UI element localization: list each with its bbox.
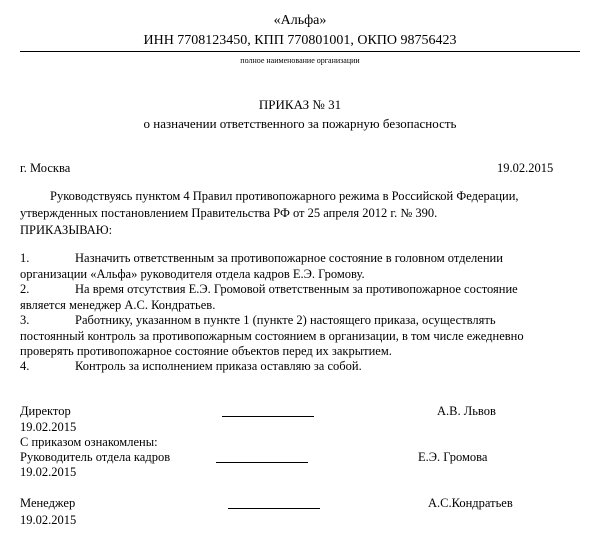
- order-subtitle: о назначении ответственного за пожарную безопасность: [143, 116, 457, 131]
- item-number: 2.: [20, 282, 30, 296]
- order-word: ПРИКАЗЫВАЮ:: [20, 223, 113, 237]
- order-date: 19.02.2015: [497, 161, 554, 175]
- header-divider: [20, 51, 580, 52]
- item-line: На время отсутствия Е.Э. Громовой ответственным за противопожарное состояние: [75, 282, 518, 296]
- hr-title: Руководитель отдела кадров: [20, 450, 171, 464]
- acquainted-heading: С приказом ознакомлены:: [20, 435, 158, 449]
- organization-name: «Альфа»: [273, 13, 327, 28]
- manager-signature-line: [228, 508, 320, 509]
- item-line: проверять противопожарное состояние объектов перед их закрытием.: [20, 344, 392, 358]
- preamble-line-1: Руководствуясь пунктом 4 Правил противопожарного режима в Российской Федерации,: [50, 189, 519, 203]
- order-city: г. Москва: [20, 161, 71, 175]
- preamble-line-2: утвержденных постановлением Правительства РФ от 25 апреля 2012 г. № 390.: [20, 206, 438, 220]
- director-name: А.В. Львов: [437, 404, 496, 418]
- item-line: Назначить ответственным за противопожарное состояние в головном отделении: [75, 251, 503, 265]
- manager-name: А.С.Кондратьев: [428, 496, 513, 510]
- director-date: 19.02.2015: [20, 420, 77, 434]
- item-line: Контроль за исполнением приказа оставляю за собой.: [75, 359, 362, 373]
- item-line: организации «Альфа» руководителя отдела кадров Е.Э. Громову.: [20, 267, 365, 281]
- order-title: ПРИКАЗ № 31: [258, 97, 342, 112]
- item-number: 3.: [20, 313, 30, 327]
- item-number: 4.: [20, 359, 30, 373]
- director-title: Директор: [20, 404, 71, 418]
- hr-name: Е.Э. Громова: [418, 450, 488, 464]
- manager-title: Менеджер: [20, 496, 76, 510]
- manager-date: 19.02.2015: [20, 513, 77, 527]
- item-line: Работнику, указанном в пункте 1 (пункте 2) настоящего приказа, осуществлять: [75, 313, 496, 327]
- item-number: 1.: [20, 251, 30, 265]
- organization-requisites: ИНН 7708123450, КПП 770801001, ОКПО 98756423: [143, 33, 457, 48]
- item-line: постоянный контроль за противопожарным состоянием в организации, в том числе ежедневно: [20, 329, 524, 343]
- hr-date: 19.02.2015: [20, 465, 77, 479]
- organization-caption: полное наименование организации: [240, 56, 360, 65]
- director-signature-line: [222, 416, 314, 417]
- item-line: является менеджер А.С. Кондратьев.: [20, 298, 216, 312]
- hr-signature-line: [216, 462, 308, 463]
